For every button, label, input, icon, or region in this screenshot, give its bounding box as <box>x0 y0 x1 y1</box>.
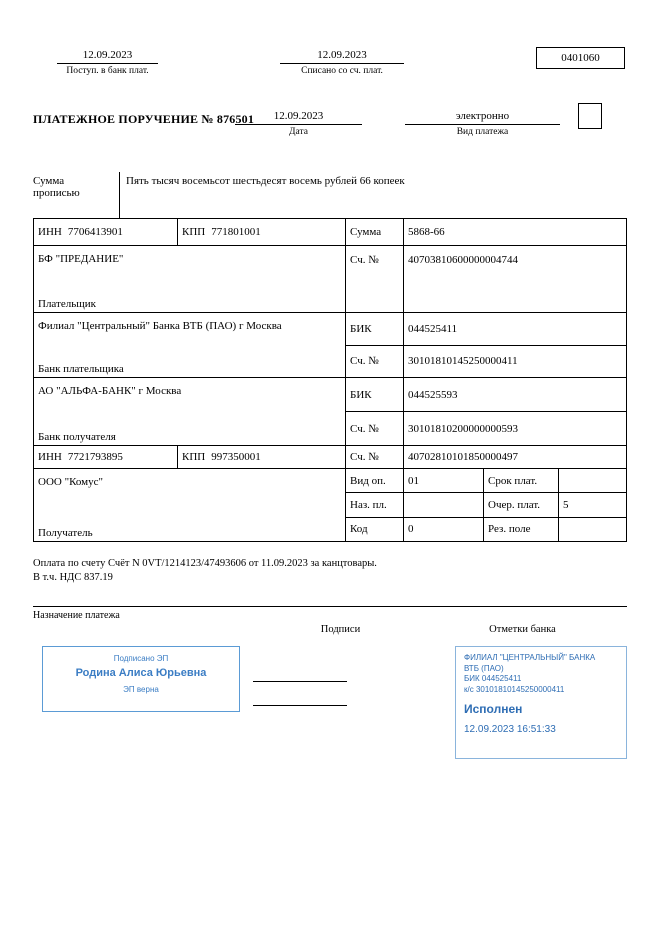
beneficiary-bank-codes <box>346 378 626 445</box>
payer-kpp-label: КПП <box>182 226 206 238</box>
sum-value: 5868-66 <box>408 226 445 238</box>
beneficiary-kpp-value: 997350001 <box>211 451 261 463</box>
payer-account-label: Сч. № <box>346 246 404 312</box>
amount-words-row <box>33 172 627 218</box>
rez-pole-value <box>559 518 626 541</box>
received-date-field <box>57 49 158 76</box>
beneficiary-kpp-label: КПП <box>182 451 206 463</box>
purpose-text <box>33 557 627 585</box>
bank-stamp-line4: к/с 30101810145250000411 <box>464 684 565 694</box>
payment-kind-field <box>405 110 560 137</box>
payer-inn-cell <box>34 219 178 245</box>
vid-op-label: Вид оп. <box>346 469 404 492</box>
document-title: ПЛАТЕЖНОЕ ПОРУЧЕНИЕ № 876501 <box>33 112 255 126</box>
payer-inn-value: 7706413901 <box>67 226 123 238</box>
signature-stamp-line3: ЭП верна <box>123 685 159 694</box>
payer-bank-cell <box>34 313 346 377</box>
beneficiary-name: ООО "Комус" <box>38 476 103 488</box>
beneficiary-section-label: Получатель <box>38 527 93 539</box>
payer-section-label: Плательщик <box>38 298 96 310</box>
srok-plat-value <box>559 469 626 492</box>
purpose-divider <box>33 606 627 607</box>
beneficiary-bank-section-label: Банк получателя <box>38 431 116 443</box>
sum-label: Сумма <box>346 219 404 245</box>
debited-date-field <box>280 49 404 76</box>
debited-date-value: 12.09.2023 <box>280 49 404 64</box>
payer-bank-codes <box>346 313 626 377</box>
form-code: 0401060 <box>561 52 600 64</box>
beneficiary-inn-cell <box>34 446 178 468</box>
debited-date-label: Списано со сч. плат. <box>301 66 383 76</box>
bank-stamp <box>455 646 627 759</box>
signature-line-2 <box>253 705 347 706</box>
beneficiary-account-value: 40702810101850000497 <box>408 451 518 463</box>
beneficiary-bank-name: АО "АЛЬФА-БАНК" г Москва <box>38 385 182 397</box>
naz-pl-label: Наз. пл. <box>346 493 404 516</box>
kod-label: Код <box>346 518 404 541</box>
document-date-value: 12.09.2023 <box>235 110 362 125</box>
naz-pl-value <box>404 493 484 516</box>
rez-pole-label: Рез. поле <box>484 518 559 541</box>
purpose-line1: Оплата по счету Счёт N 0VT/1214123/47493606 от 11.09.2023 за канцтовары. <box>33 558 377 569</box>
beneficiary-bank-bik-row <box>346 378 626 412</box>
signer-name: Родина Алиса Юрьевна <box>75 667 207 679</box>
payer-bank-bik-value: 044525411 <box>408 322 458 335</box>
purpose-line2: В т.ч. НДС 837.19 <box>33 572 113 583</box>
payer-row <box>34 246 626 313</box>
beneficiary-account-label: Сч. № <box>346 446 404 468</box>
document-date-label: Дата <box>289 127 308 137</box>
srok-plat-label: Срок плат. <box>484 469 559 492</box>
beneficiary-row <box>34 469 626 541</box>
beneficiary-bank-bik-value: 044525593 <box>408 388 458 401</box>
beneficiary-bank-row <box>34 378 626 446</box>
signature-line-1 <box>253 681 347 682</box>
beneficiary-bank-bik-label: БИК <box>346 378 404 411</box>
beneficiary-bank-account-row <box>346 412 626 445</box>
payer-kpp-cell <box>178 219 346 245</box>
payer-account-value: 40703810600000004744 <box>408 254 518 266</box>
payer-bank-section-label: Банк плательщика <box>38 363 124 375</box>
signature-stamp-line1: Подписано ЭП <box>113 654 169 663</box>
received-date-label: Поступ. в банк плат. <box>66 66 149 76</box>
payer-name: БФ "ПРЕДАНИЕ" <box>38 253 124 265</box>
beneficiary-bank-account-label: Сч. № <box>346 412 404 445</box>
payer-inn-row <box>34 219 626 246</box>
ocher-plat-value: 5 <box>563 498 569 511</box>
bank-stamp-line2: ВТБ (ПАО) <box>464 663 504 673</box>
vid-op-value: 01 <box>404 469 484 492</box>
signatures-header: Подписи <box>320 624 361 635</box>
beneficiary-cell <box>34 469 346 541</box>
payer-bank-account-row <box>346 346 626 378</box>
status-checkbox <box>578 103 602 129</box>
received-date-value: 12.09.2023 <box>57 49 158 64</box>
payer-bank-bik-row <box>346 313 626 346</box>
vid-op-row <box>346 469 626 493</box>
payer-bank-bik-label: БИК <box>346 313 404 345</box>
payer-bank-row <box>34 313 626 378</box>
kod-row <box>346 518 626 541</box>
payment-kind-label: Вид платежа <box>456 127 509 137</box>
purpose-section-label: Назначение платежа <box>33 610 120 621</box>
amount-words-value: Пять тысяч восемьсот шестьдесят восемь рублей 66 копеек <box>126 175 405 187</box>
payer-bank-account-value: 30101810145250000411 <box>408 355 518 368</box>
beneficiary-bank-account-value: 30101810200000000593 <box>408 422 518 435</box>
ocher-plat-label: Очер. плат. <box>484 493 559 516</box>
payer-inn-label: ИНН <box>38 226 62 238</box>
payer-bank-name: Филиал "Центральный" Банка ВТБ (ПАО) г Москва <box>38 320 282 332</box>
kod-value: 0 <box>404 518 484 541</box>
beneficiary-inn-value: 7721793895 <box>67 451 123 463</box>
bank-stamp-line1: ФИЛИАЛ "ЦЕНТРАЛЬНЫЙ" БАНКА <box>464 653 596 662</box>
payment-order-table <box>33 218 627 542</box>
payer-bank-account-label: Сч. № <box>346 346 404 378</box>
beneficiary-inn-label: ИНН <box>38 451 62 463</box>
beneficiary-bank-cell <box>34 378 346 445</box>
signature-stamp <box>42 646 240 712</box>
amount-words-label: Сумма прописью <box>33 172 120 218</box>
naz-pl-row <box>346 493 626 517</box>
beneficiary-inn-row <box>34 446 626 469</box>
bank-marks-header: Отметки банка <box>489 624 556 635</box>
beneficiary-kpp-cell <box>178 446 346 468</box>
document-date-field <box>235 110 362 137</box>
beneficiary-codes <box>346 469 626 541</box>
bank-stamp-datetime: 12.09.2023 16:51:33 <box>464 723 556 735</box>
payer-kpp-value: 771801001 <box>211 226 261 238</box>
bank-stamp-status: Исполнен <box>464 702 523 716</box>
payer-cell <box>34 246 346 312</box>
bank-stamp-line3: БИК 044525411 <box>464 674 522 683</box>
form-code-box <box>536 47 625 69</box>
payment-kind-value: электронно <box>405 110 560 125</box>
